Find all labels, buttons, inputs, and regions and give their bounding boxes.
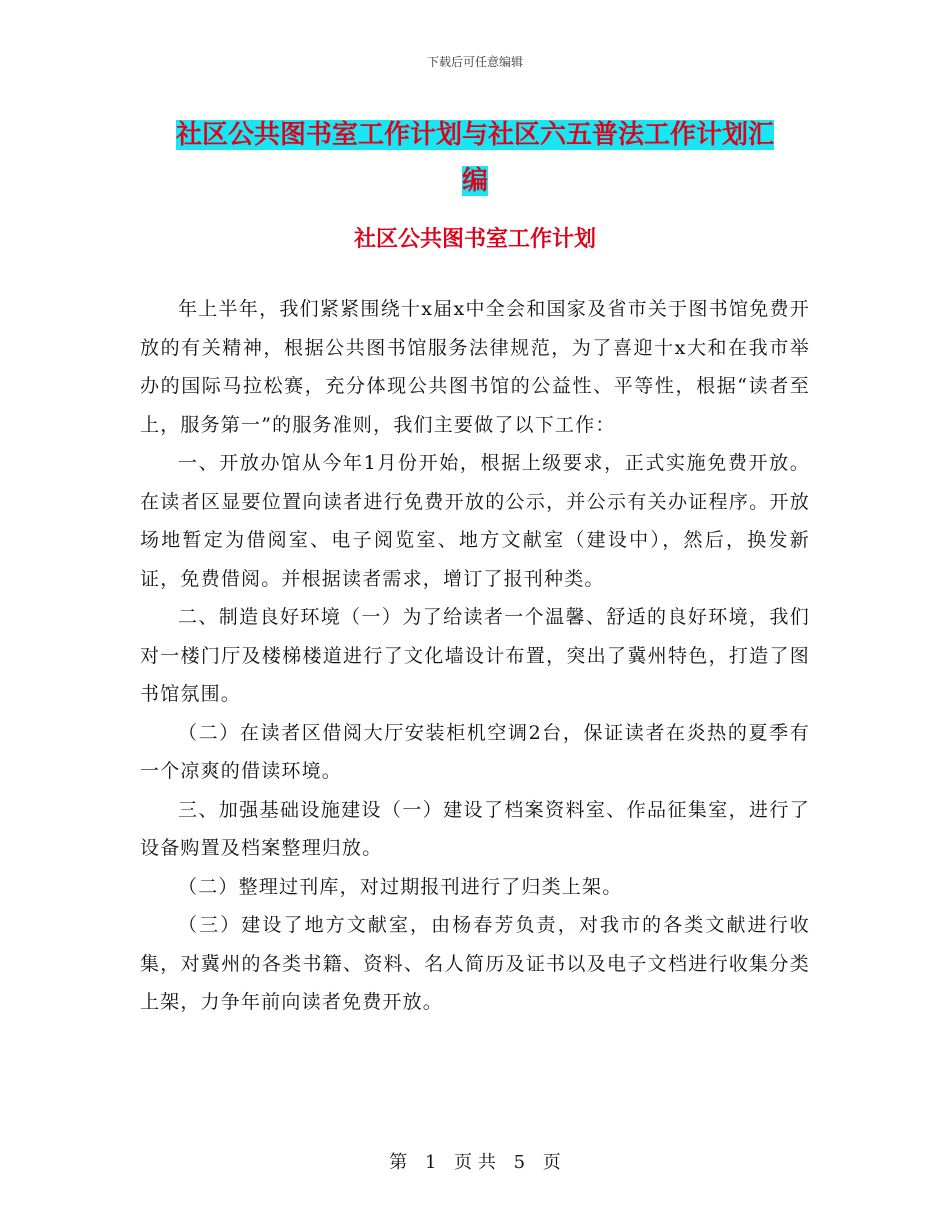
document-title-line-1: 社区公共图书室工作计划与社区六五普法工作计划汇 (175, 120, 774, 150)
paragraph: （三）建设了地方文献室，由杨春芳负责，对我市的各类文献进行收集，对冀州的各类书籍、资料、名人简历及证书以及电子文档进行收集分类上架，力争年前向读者免费开放。 (140, 914, 810, 1013)
page-footer (0, 1148, 950, 1174)
paragraph: 一、开放办馆从今年1月份开始，根据上级要求，正式实施免费开放。在读者区显要位置向读者进行免费开放的公示，并公示有关办证程序。开放场地暂定为借阅室、电子阅览室、地方文献室（建设中），然后，换发新证，免费借阅。并根据读者需求，增订了报刊种类。 (140, 452, 810, 590)
paragraph: 年上半年，我们紧紧围绕十x届x中全会和国家及省市关于图书馆免费开放的有关精神，根据公共图书馆服务法律规范，为了喜迎十x大和在我市举办的国际马拉松赛，充分体现公共图书馆的公益性、平等性，根据“读者至上，服务第一”的服务准则，我们主要做了以下工作： (140, 298, 810, 436)
page-total: 5 (513, 1152, 526, 1173)
document-title (140, 112, 810, 204)
body-text (140, 290, 810, 1022)
page-prefix: 第 (389, 1152, 408, 1173)
page-current: 1 (424, 1152, 437, 1173)
paragraph: 三、加强基础设施建设（一）建设了档案资料室、作品征集室，进行了设备购置及档案整理归放。 (140, 798, 810, 859)
paragraph: （二）在读者区借阅大厅安装柜机空调2台，保证读者在炎热的夏季有一个凉爽的借读环境。 (140, 721, 810, 782)
page-mid: 页 共 (454, 1152, 496, 1173)
section-title: 社区公共图书室工作计划 (353, 226, 596, 252)
page-suffix: 页 (542, 1152, 561, 1173)
header-note: 下载后可任意编辑 (426, 55, 523, 69)
paragraph: 二、制造良好环境（一）为了给读者一个温馨、舒适的良好环境，我们对一楼门厅及楼梯楼道进行了文化墙设计布置，突出了冀州特色，打造了图书馆氛围。 (140, 606, 810, 705)
paragraph: （二）整理过刊库，对过期报刊进行了归类上架。 (178, 875, 623, 898)
document-title-line-2: 编 (461, 166, 488, 196)
